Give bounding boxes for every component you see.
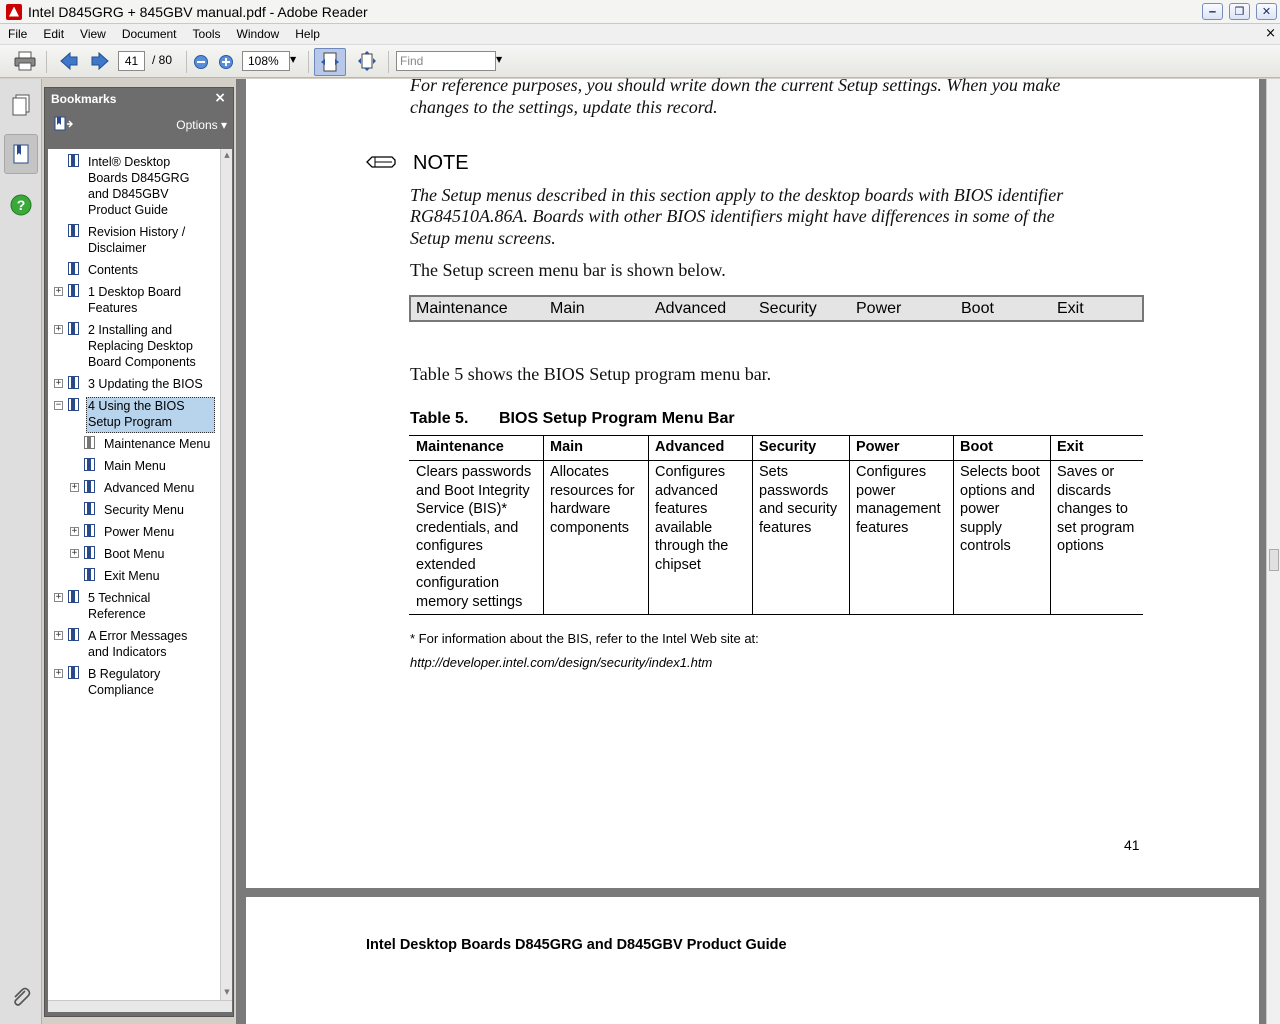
bookmark-icon <box>84 436 95 449</box>
intro-text-line2: changes to the settings, update this record. <box>410 97 718 117</box>
navigation-pane-strip <box>0 79 42 1024</box>
intro-text-line1: For reference purposes, you should write down the current Setup settings. When you make <box>410 75 1061 95</box>
attachments-button[interactable] <box>4 977 38 1017</box>
table-cell: Selects boot options and power supply controls <box>960 464 1040 554</box>
arrow-right-icon <box>90 52 110 70</box>
pages-icon <box>11 94 31 116</box>
table-cell: Saves or discards changes to set program options <box>1057 464 1135 554</box>
bookmark-intel-desktop-boards[interactable]: Intel® Desktop Boards D845GRG and D845GBV Product Guide <box>88 155 190 217</box>
bookmark-desktop-board-features[interactable]: 1 Desktop Board Features <box>88 285 182 315</box>
document-scrollbar[interactable] <box>1266 79 1280 1024</box>
bookmark-icon <box>68 224 79 237</box>
find-dropdown-arrow[interactable]: ▼ <box>496 55 503 64</box>
expand-toggle[interactable]: + <box>71 526 78 536</box>
menu-bar-item: Exit <box>1057 300 1084 317</box>
bookmarks-scrollbar[interactable]: ▲ ▼ <box>220 149 232 1000</box>
menu-tools[interactable]: Tools <box>192 27 221 41</box>
window-title: Intel D845GRG + 845GBV manual.pdf - Adobe Reader <box>28 3 368 20</box>
footnote-url-link[interactable]: http://developer.intel.com/design/security/index1.htm <box>410 655 713 670</box>
bookmark-error-messages[interactable]: A Error Messages and Indicators <box>88 629 188 659</box>
bookmark-options-icon[interactable] <box>54 116 74 135</box>
menu-edit[interactable]: Edit <box>43 27 65 41</box>
svg-text:?: ? <box>16 197 26 213</box>
bookmark-regulatory-compliance[interactable]: B Regulatory Compliance <box>88 667 161 697</box>
menu-bar-item: Main <box>550 300 585 317</box>
bookmark-security-menu[interactable]: Security Menu <box>104 503 184 517</box>
bookmark-icon <box>68 322 79 335</box>
table-cell: Configures advanced features available through the chipset <box>655 464 729 573</box>
bookmark-icon <box>68 154 79 167</box>
fit-page-button[interactable] <box>355 50 379 72</box>
expand-toggle[interactable]: + <box>55 286 62 296</box>
bookmark-main-menu[interactable]: Main Menu <box>104 459 166 473</box>
bookmark-icon <box>84 480 95 493</box>
expand-toggle[interactable]: + <box>55 592 62 602</box>
find-input[interactable]: Find <box>396 51 496 71</box>
zoom-input[interactable]: 108% <box>242 51 290 71</box>
bookmarks-title: Bookmarks <box>51 92 117 106</box>
table-header: Boot <box>960 439 994 455</box>
options-menu[interactable]: Options ▾ <box>176 118 227 132</box>
fit-width-icon <box>320 52 340 72</box>
note-heading: NOTE <box>413 152 469 174</box>
pdf-page-42 <box>246 897 1259 1024</box>
zoom-out-icon <box>193 54 209 70</box>
page-total: / 80 <box>152 53 173 67</box>
print-button[interactable] <box>13 50 37 72</box>
bookmarks-horizontal-scrollbar[interactable] <box>48 1000 232 1012</box>
bookmark-icon <box>68 398 79 411</box>
zoom-out-button[interactable] <box>189 51 213 73</box>
expand-toggle[interactable]: + <box>55 324 62 334</box>
previous-page-button[interactable] <box>57 50 81 72</box>
bookmark-boot-menu[interactable]: Boot Menu <box>104 547 165 561</box>
menu-bar-item: Advanced <box>655 300 727 317</box>
page-number-input[interactable]: 41 <box>118 51 145 71</box>
fit-width-button[interactable] <box>314 48 346 76</box>
note-line1: The Setup menus described in this section apply to the desktop boards with BIOS identifier <box>410 185 1064 205</box>
bookmark-icon <box>68 666 79 679</box>
printer-icon <box>14 51 36 71</box>
bookmark-icon <box>84 458 95 471</box>
next-page-button[interactable] <box>88 50 112 72</box>
table-header: Security <box>759 439 817 455</box>
close-bookmarks-button[interactable]: × <box>214 90 226 106</box>
bookmark-updating-bios[interactable]: 3 Updating the BIOS <box>88 377 203 391</box>
table-header: Main <box>550 439 584 455</box>
bookmark-contents[interactable]: Contents <box>88 263 139 277</box>
bookmark-icon <box>84 568 95 581</box>
table-caption-title: BIOS Setup Program Menu Bar <box>499 410 735 427</box>
bookmark-technical-reference[interactable]: 5 Technical Reference <box>88 591 151 621</box>
menu-file[interactable]: File <box>8 27 28 41</box>
bookmark-icon <box>68 284 79 297</box>
table-header: Power <box>856 439 900 455</box>
bookmark-using-bios-setup[interactable]: 4 Using the BIOS Setup Program <box>88 399 185 429</box>
note-line2: RG84510A.86A. Boards with other BIOS identifiers might have differences in some of the <box>410 206 1055 226</box>
page-number: 41 <box>1124 837 1140 853</box>
menu-document[interactable]: Document <box>121 27 177 41</box>
table-header: Exit <box>1057 439 1084 455</box>
table-cell: Allocates resources for hardware components <box>550 464 635 536</box>
table-intro: Table 5 shows the BIOS Setup program menu bar. <box>410 364 772 384</box>
bookmark-power-menu[interactable]: Power Menu <box>104 525 175 539</box>
pages-panel-button[interactable] <box>4 85 38 125</box>
adobe-reader-icon <box>6 4 22 20</box>
title-bar <box>0 0 1280 24</box>
zoom-in-button[interactable] <box>214 51 238 73</box>
expand-toggle[interactable]: + <box>55 378 62 388</box>
footnote: * For information about the BIS, refer to the Intel Web site at: <box>410 631 759 646</box>
help-button[interactable] <box>4 185 38 225</box>
menu-bar-item: Maintenance <box>416 300 508 317</box>
table-cell: Sets passwords and security features <box>759 464 838 536</box>
bookmark-revision-history[interactable]: Revision History / Disclaimer <box>88 225 186 255</box>
bookmarks-panel-button[interactable] <box>4 134 38 174</box>
menu-window[interactable]: Window <box>236 27 280 41</box>
expand-toggle[interactable]: + <box>55 630 62 640</box>
pencil-note-icon <box>366 155 396 172</box>
bookmark-exit-menu[interactable]: Exit Menu <box>104 569 160 583</box>
expand-toggle[interactable]: + <box>71 482 78 492</box>
close-button[interactable]: ✕ <box>1256 3 1277 20</box>
expand-toggle[interactable]: + <box>71 548 78 558</box>
bookmark-icon <box>68 628 79 641</box>
table-cell: Configures power management features <box>856 464 941 536</box>
bookmark-advanced-menu[interactable]: Advanced Menu <box>104 481 195 495</box>
paperclip-icon <box>10 986 32 1008</box>
note-line3: Setup menu screens. <box>410 228 556 248</box>
setup-menu-bar-illustration <box>409 295 1144 322</box>
bookmark-icon <box>68 590 79 603</box>
help-icon <box>10 194 32 216</box>
menu-bar-item: Boot <box>961 300 994 317</box>
bookmark-icon <box>84 546 95 559</box>
zoom-dropdown-arrow[interactable]: ▼ <box>290 55 297 64</box>
bookmark-icon <box>84 524 95 537</box>
zoom-in-icon <box>218 54 234 70</box>
menu-bar-intro: The Setup screen menu bar is shown below. <box>410 260 726 280</box>
minimize-button[interactable]: ‒ <box>1202 3 1223 20</box>
bookmark-installing-components[interactable]: 2 Installing and Replacing Desktop Board Components <box>88 323 196 369</box>
arrow-left-icon <box>59 52 79 70</box>
bookmark-icon <box>84 502 95 515</box>
bookmark-icon <box>68 376 79 389</box>
table-header: Advanced <box>655 439 725 455</box>
bookmarks-icon <box>11 143 31 165</box>
menu-help[interactable]: Help <box>295 27 320 41</box>
menu-view[interactable]: View <box>80 27 106 41</box>
table-caption-number: Table 5. <box>410 410 469 427</box>
fit-page-icon <box>357 51 377 71</box>
menu-bar-item: Power <box>856 300 902 317</box>
restore-button[interactable]: ❐ <box>1229 3 1250 20</box>
bookmark-icon <box>68 262 79 275</box>
next-page-header: Intel Desktop Boards D845GRG and D845GBV Product Guide <box>366 937 787 953</box>
collapse-toggle[interactable]: − <box>55 400 62 410</box>
menu-bar-item: Security <box>759 300 817 317</box>
table-cell: Clears passwords and Boot Integrity Service (BIS)* credentials, and configures extended configuration memory settings <box>416 464 532 610</box>
bookmark-maintenance-menu[interactable]: Maintenance Menu <box>104 437 211 451</box>
expand-toggle[interactable]: + <box>55 668 62 678</box>
menu-bar <box>0 24 1280 45</box>
table-header: Maintenance <box>416 439 504 455</box>
close-document-button[interactable]: × <box>1265 26 1276 41</box>
